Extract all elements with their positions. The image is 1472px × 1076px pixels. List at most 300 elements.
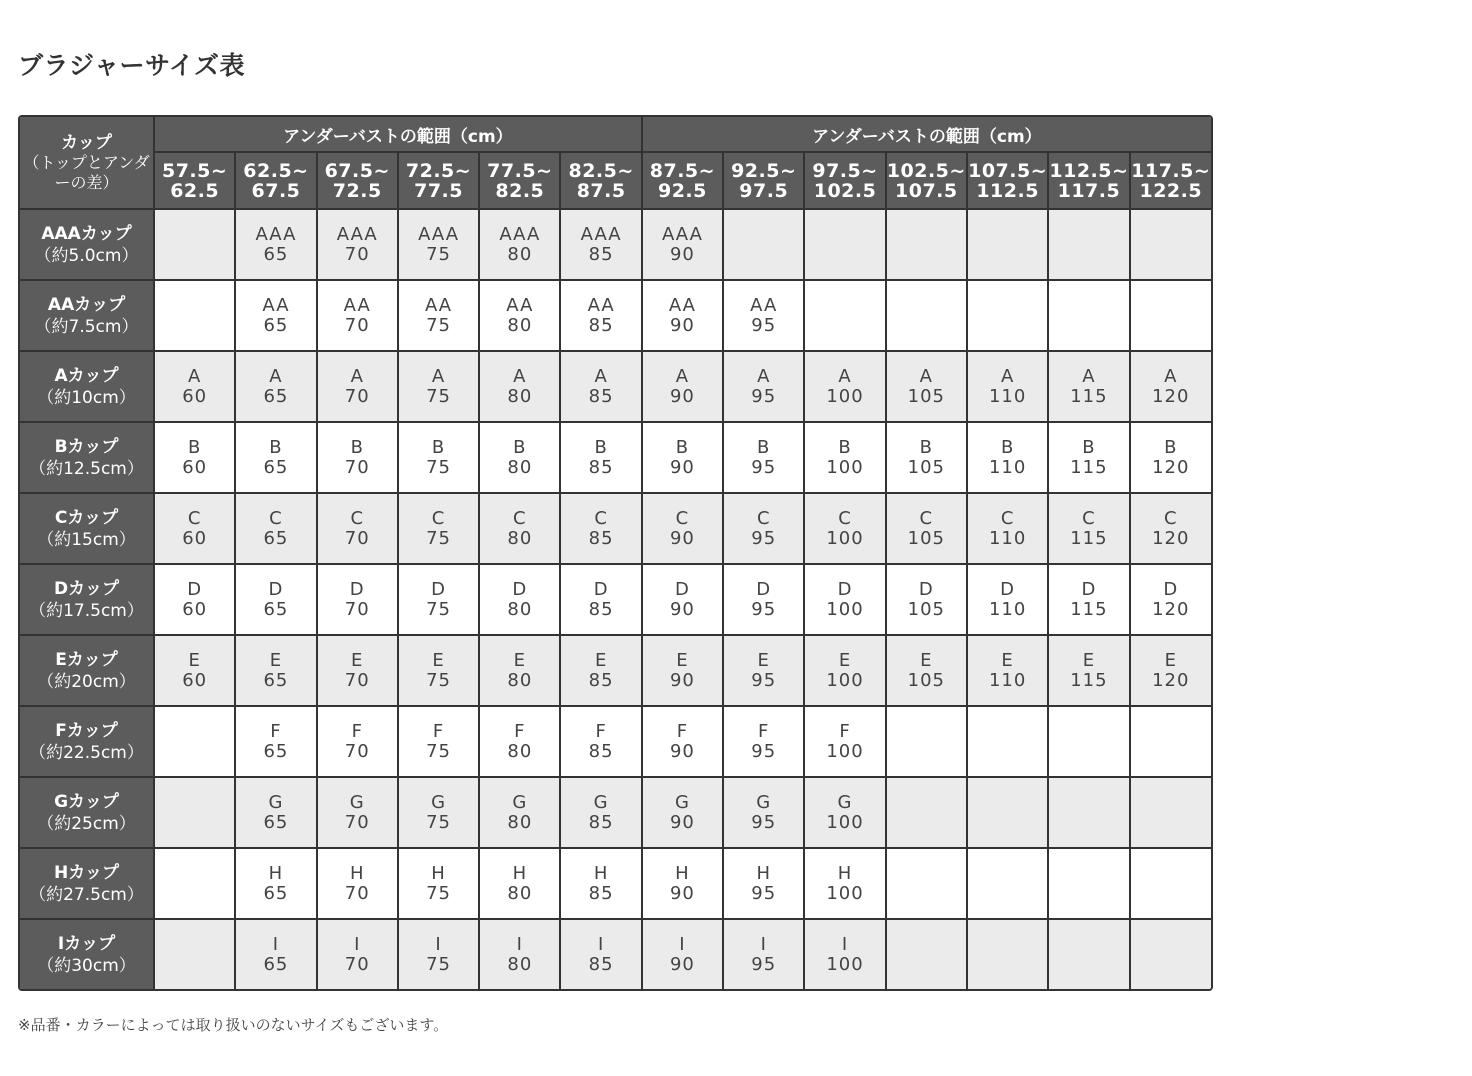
size-cell [560, 422, 641, 493]
size-cell-empty [967, 706, 1048, 777]
size-underbust: 95 [751, 314, 777, 336]
size-cup: H [756, 862, 771, 884]
size-cup: G [756, 791, 772, 813]
size-cell [235, 493, 316, 564]
cup-difference: （約10cm） [37, 387, 136, 408]
size-cup: B [350, 436, 364, 458]
size-cup: C [594, 507, 608, 529]
bra-size-table [18, 115, 1213, 991]
size-underbust: 95 [751, 598, 777, 620]
range-from: 107.5~ [968, 159, 1048, 182]
size-cup: AAA [255, 223, 297, 245]
size-cell [317, 635, 398, 706]
size-cell [479, 280, 560, 351]
size-cell [154, 635, 235, 706]
size-cup: A [350, 365, 364, 387]
size-underbust: 60 [182, 598, 208, 620]
size-cell [886, 635, 967, 706]
size-cup: H [675, 862, 690, 884]
size-cup: A [513, 365, 527, 387]
size-cup: D [674, 578, 690, 600]
size-cell-empty [886, 209, 967, 280]
size-cell [642, 422, 723, 493]
size-cell [723, 919, 804, 989]
size-underbust: 115 [1070, 456, 1108, 478]
cup-difference: （約17.5cm） [29, 600, 144, 621]
range-from: 77.5~ [487, 159, 553, 182]
range-to: 82.5 [495, 179, 545, 202]
size-underbust: 80 [507, 811, 533, 833]
size-underbust: 75 [426, 456, 451, 478]
size-underbust: 85 [588, 385, 614, 407]
table-row [20, 635, 1211, 706]
size-cup: C [1082, 507, 1096, 529]
size-cup: B [757, 436, 771, 458]
size-underbust: 95 [751, 456, 777, 478]
size-cell [804, 564, 885, 635]
size-cup: D [593, 578, 609, 600]
range-to: 107.5 [895, 179, 958, 202]
size-cell [723, 706, 804, 777]
size-cup: D [268, 578, 284, 600]
size-cup: D [512, 578, 528, 600]
size-cell [967, 351, 1048, 422]
size-cell [317, 919, 398, 989]
size-cup: AAA [661, 223, 703, 245]
size-cup: H [431, 862, 446, 884]
size-cell [642, 848, 723, 919]
size-cup: AA [750, 294, 778, 316]
size-cup: C [431, 507, 446, 529]
size-cell-empty [967, 848, 1048, 919]
size-cup: D [756, 578, 772, 600]
size-cell [642, 351, 723, 422]
size-underbust: 120 [1152, 598, 1190, 620]
size-underbust: 65 [263, 456, 289, 478]
cup-difference: （約15cm） [37, 529, 136, 550]
size-cell-empty [1130, 848, 1211, 919]
size-cell [1048, 635, 1129, 706]
size-cup: B [838, 436, 852, 458]
size-underbust: 85 [588, 811, 614, 833]
range-to: 112.5 [976, 179, 1039, 202]
underbust-range-header [804, 152, 885, 209]
size-underbust: 90 [669, 243, 695, 265]
size-cup: H [268, 862, 284, 884]
cup-row-header [20, 635, 154, 706]
underbust-range-header [154, 152, 235, 209]
size-cell [479, 919, 560, 989]
table-row [20, 493, 1211, 564]
size-cell [560, 209, 641, 280]
size-underbust: 90 [669, 314, 695, 336]
size-cell-empty [154, 848, 235, 919]
size-cup: A [675, 365, 690, 387]
size-cell [804, 422, 885, 493]
size-cell [560, 280, 641, 351]
size-cell [1130, 493, 1211, 564]
size-cup: F [351, 720, 363, 742]
table-row [20, 706, 1211, 777]
size-cell [235, 919, 316, 989]
size-cell [804, 351, 885, 422]
size-cell [398, 777, 479, 848]
size-cell [479, 635, 560, 706]
size-cell [642, 919, 723, 989]
size-cup: AA [506, 294, 534, 316]
size-underbust: 70 [344, 669, 370, 691]
size-cell [723, 564, 804, 635]
size-underbust: 80 [507, 882, 533, 904]
size-cell [723, 635, 804, 706]
cup-difference: （約25cm） [37, 813, 136, 834]
size-underbust: 115 [1070, 527, 1108, 549]
size-cup: B [187, 436, 202, 458]
size-cell-empty [967, 280, 1048, 351]
size-underbust: 65 [263, 669, 289, 691]
cup-label: Cカップ [54, 507, 119, 528]
size-cell [398, 422, 479, 493]
size-cell [317, 706, 398, 777]
size-underbust: 105 [907, 598, 945, 620]
size-cell [886, 493, 967, 564]
cup-header-sub: （トップとアンダーの差） [23, 152, 150, 192]
size-underbust: 75 [426, 527, 451, 549]
size-cell [317, 209, 398, 280]
size-underbust: 90 [669, 598, 695, 620]
size-cell [1130, 564, 1211, 635]
size-cell-empty [1048, 209, 1129, 280]
size-cup: E [351, 649, 364, 671]
underbust-range-header [235, 152, 316, 209]
size-cell [398, 209, 479, 280]
range-to: 97.5 [739, 179, 789, 202]
size-cell [154, 564, 235, 635]
range-from: 72.5~ [405, 159, 472, 182]
cup-label: Hカップ [53, 862, 120, 883]
size-cup: E [676, 649, 689, 671]
size-cup: B [269, 436, 283, 458]
size-cell [967, 635, 1048, 706]
cup-difference: （約27.5cm） [29, 884, 144, 905]
size-underbust: 85 [588, 456, 614, 478]
cup-row-header [20, 209, 154, 280]
size-cell-empty [1130, 209, 1211, 280]
size-underbust: 65 [263, 385, 289, 407]
underbust-range-header [642, 152, 723, 209]
size-cup: B [513, 436, 527, 458]
underbust-range-header [560, 152, 641, 209]
size-cell-empty [1130, 777, 1211, 848]
size-cell [398, 351, 479, 422]
size-cell [154, 351, 235, 422]
underbust-group-header: アンダーバストの範囲（cm） [642, 117, 1211, 152]
size-cell-empty [723, 209, 804, 280]
size-underbust: 80 [507, 598, 533, 620]
cup-difference: （約12.5cm） [29, 458, 144, 479]
size-cup: I [354, 933, 361, 955]
size-cup: E [1001, 649, 1014, 671]
size-cup: G [593, 791, 609, 813]
size-cell [479, 564, 560, 635]
size-cell [479, 351, 560, 422]
size-cell [642, 493, 723, 564]
size-cup: C [675, 507, 690, 529]
size-cell [642, 564, 723, 635]
table-row [20, 919, 1211, 989]
size-cup: F [758, 720, 770, 742]
size-cup: G [837, 791, 853, 813]
size-cup: H [837, 862, 853, 884]
size-underbust: 95 [751, 527, 777, 549]
size-underbust: 95 [751, 811, 777, 833]
size-underbust: 110 [988, 598, 1027, 620]
size-cell [967, 422, 1048, 493]
size-underbust: 90 [669, 811, 695, 833]
size-underbust: 100 [826, 953, 864, 975]
size-underbust: 80 [507, 243, 533, 265]
size-cup: I [760, 933, 767, 955]
size-underbust: 90 [669, 456, 695, 478]
size-cup: D [431, 578, 446, 600]
size-underbust: 110 [988, 669, 1027, 691]
size-cell [804, 635, 885, 706]
table-row [20, 209, 1211, 280]
size-underbust: 65 [263, 243, 289, 265]
size-cup: AA [424, 294, 453, 316]
size-cup: E [838, 649, 852, 671]
cup-difference: （約22.5cm） [29, 742, 144, 763]
range-to: 122.5 [1139, 179, 1203, 202]
size-cell-empty [886, 777, 967, 848]
size-cup: F [514, 720, 526, 742]
size-cell [560, 919, 641, 989]
size-underbust: 80 [507, 953, 533, 975]
size-cell [1130, 351, 1211, 422]
size-cell [1048, 351, 1129, 422]
size-underbust: 100 [826, 669, 864, 691]
size-cup: AA [587, 294, 615, 316]
size-cup: A [757, 365, 771, 387]
size-cup: E [432, 649, 445, 671]
size-cup: D [837, 578, 853, 600]
range-to: 87.5 [576, 179, 626, 202]
page-title: ブラジャーサイズ表 [18, 51, 246, 80]
size-cup: C [1163, 507, 1178, 529]
size-cup: B [594, 436, 608, 458]
size-cell-empty [1048, 280, 1129, 351]
size-underbust: 70 [344, 882, 370, 904]
size-underbust: 70 [344, 243, 370, 265]
table-row [20, 422, 1211, 493]
size-cell [1048, 422, 1129, 493]
range-from: 117.5~ [1131, 159, 1211, 182]
size-cell [967, 493, 1048, 564]
cup-row-header [20, 919, 154, 989]
cup-label: AAAカップ [41, 223, 132, 244]
size-underbust: 80 [507, 740, 533, 762]
size-cup: I [516, 933, 523, 955]
cup-difference: （約20cm） [37, 671, 136, 692]
size-underbust: 75 [426, 669, 451, 691]
size-underbust: 90 [669, 527, 695, 549]
size-underbust: 75 [426, 243, 451, 265]
size-cup: AAA [499, 223, 541, 245]
table-row [20, 848, 1211, 919]
size-underbust: 90 [669, 953, 695, 975]
size-cup: A [269, 365, 283, 387]
size-underbust: 100 [826, 527, 864, 549]
size-cup: D [918, 578, 934, 600]
size-underbust: 70 [344, 385, 370, 407]
size-underbust: 90 [669, 385, 695, 407]
range-from: 102.5~ [886, 159, 966, 182]
size-cell [886, 564, 967, 635]
size-underbust: 80 [507, 669, 533, 691]
cup-label: Iカップ [57, 933, 116, 954]
size-underbust: 95 [751, 669, 777, 691]
range-from: 82.5~ [568, 159, 634, 182]
size-cell [235, 280, 316, 351]
size-underbust: 120 [1152, 385, 1190, 407]
size-cup: E [594, 649, 608, 671]
size-cell [560, 564, 641, 635]
size-cell [317, 564, 398, 635]
size-cell-empty [154, 919, 235, 989]
size-cup: E [920, 649, 933, 671]
size-underbust: 80 [507, 456, 533, 478]
size-cell-empty [967, 209, 1048, 280]
size-cup: AAA [336, 223, 378, 245]
size-cell [398, 635, 479, 706]
size-cell [235, 564, 316, 635]
size-cell-empty [154, 706, 235, 777]
size-cup: B [1082, 436, 1096, 458]
size-underbust: 75 [426, 953, 451, 975]
size-underbust: 65 [263, 314, 289, 336]
underbust-group-header: アンダーバストの範囲（cm） [154, 117, 642, 152]
size-underbust: 75 [426, 811, 451, 833]
size-underbust: 105 [907, 456, 945, 478]
size-cup: D [187, 578, 203, 600]
size-cell [1130, 635, 1211, 706]
size-cup: C [756, 507, 771, 529]
size-cell [235, 635, 316, 706]
size-cup: F [676, 720, 689, 742]
size-cell-empty [886, 706, 967, 777]
size-cup: H [512, 862, 528, 884]
size-cup: A [431, 365, 446, 387]
size-underbust: 110 [988, 527, 1027, 549]
size-cup: C [187, 507, 202, 529]
size-underbust: 65 [263, 953, 289, 975]
size-cup: B [1000, 436, 1015, 458]
size-cell-empty [154, 777, 235, 848]
size-underbust: 70 [344, 953, 370, 975]
size-cell [317, 493, 398, 564]
size-cell [398, 848, 479, 919]
size-cup: D [1163, 578, 1179, 600]
size-cup: AA [668, 294, 696, 316]
size-cell [235, 706, 316, 777]
size-underbust: 90 [669, 669, 695, 691]
size-underbust: 80 [507, 385, 533, 407]
cup-row-header [20, 706, 154, 777]
size-underbust: 85 [588, 243, 614, 265]
size-cell [642, 777, 723, 848]
size-underbust: 100 [826, 385, 864, 407]
size-cell [235, 209, 316, 280]
size-cell [479, 848, 560, 919]
size-cell [886, 351, 967, 422]
size-underbust: 70 [344, 811, 370, 833]
size-cup: G [431, 791, 447, 813]
size-cup: AAA [580, 223, 622, 245]
size-cup: E [757, 649, 770, 671]
underbust-range-header [479, 152, 560, 209]
underbust-range-header [967, 152, 1048, 209]
size-cell-empty [886, 280, 967, 351]
size-cell [967, 564, 1048, 635]
size-cup: F [595, 720, 607, 742]
cup-label: Aカップ [54, 365, 119, 386]
size-underbust: 75 [426, 314, 451, 336]
size-cell [154, 493, 235, 564]
cup-difference: （約30cm） [37, 955, 136, 976]
size-underbust: 75 [426, 385, 451, 407]
size-cup: B [919, 436, 933, 458]
cup-row-header [20, 493, 154, 564]
size-cup: AA [343, 294, 371, 316]
size-underbust: 60 [182, 527, 208, 549]
footnote: ※品番・カラーによっては取り扱いのないサイズもございます。 [18, 1016, 449, 1034]
cup-label: AAカップ [47, 294, 126, 315]
range-from: 97.5~ [812, 159, 878, 182]
size-cell [723, 777, 804, 848]
size-cell-empty [886, 919, 967, 989]
size-cell [642, 209, 723, 280]
size-cell [560, 493, 641, 564]
range-from: 87.5~ [649, 159, 716, 182]
size-cell-empty [1130, 280, 1211, 351]
size-underbust: 85 [588, 669, 614, 691]
size-underbust: 85 [588, 882, 614, 904]
size-cell [723, 422, 804, 493]
table-row [20, 777, 1211, 848]
size-cup: C [838, 507, 852, 529]
size-cell-empty [1130, 706, 1211, 777]
size-cup: D [1081, 578, 1097, 600]
size-cup: E [1082, 649, 1096, 671]
size-cell-empty [804, 280, 885, 351]
size-cell [642, 280, 723, 351]
size-cup: F [839, 720, 851, 742]
size-cell [317, 848, 398, 919]
size-underbust: 85 [588, 740, 614, 762]
size-underbust: 85 [588, 953, 614, 975]
size-underbust: 115 [1070, 669, 1108, 691]
cup-label: Bカップ [54, 436, 119, 457]
cup-difference: （約7.5cm） [34, 316, 139, 337]
range-from: 92.5~ [731, 159, 797, 182]
size-cup: C [513, 507, 527, 529]
size-underbust: 120 [1152, 669, 1190, 691]
cup-label: Fカップ [55, 720, 118, 741]
size-cell [886, 422, 967, 493]
size-underbust: 70 [344, 314, 370, 336]
size-cup: AAA [418, 223, 460, 245]
range-from: 57.5~ [161, 159, 228, 182]
